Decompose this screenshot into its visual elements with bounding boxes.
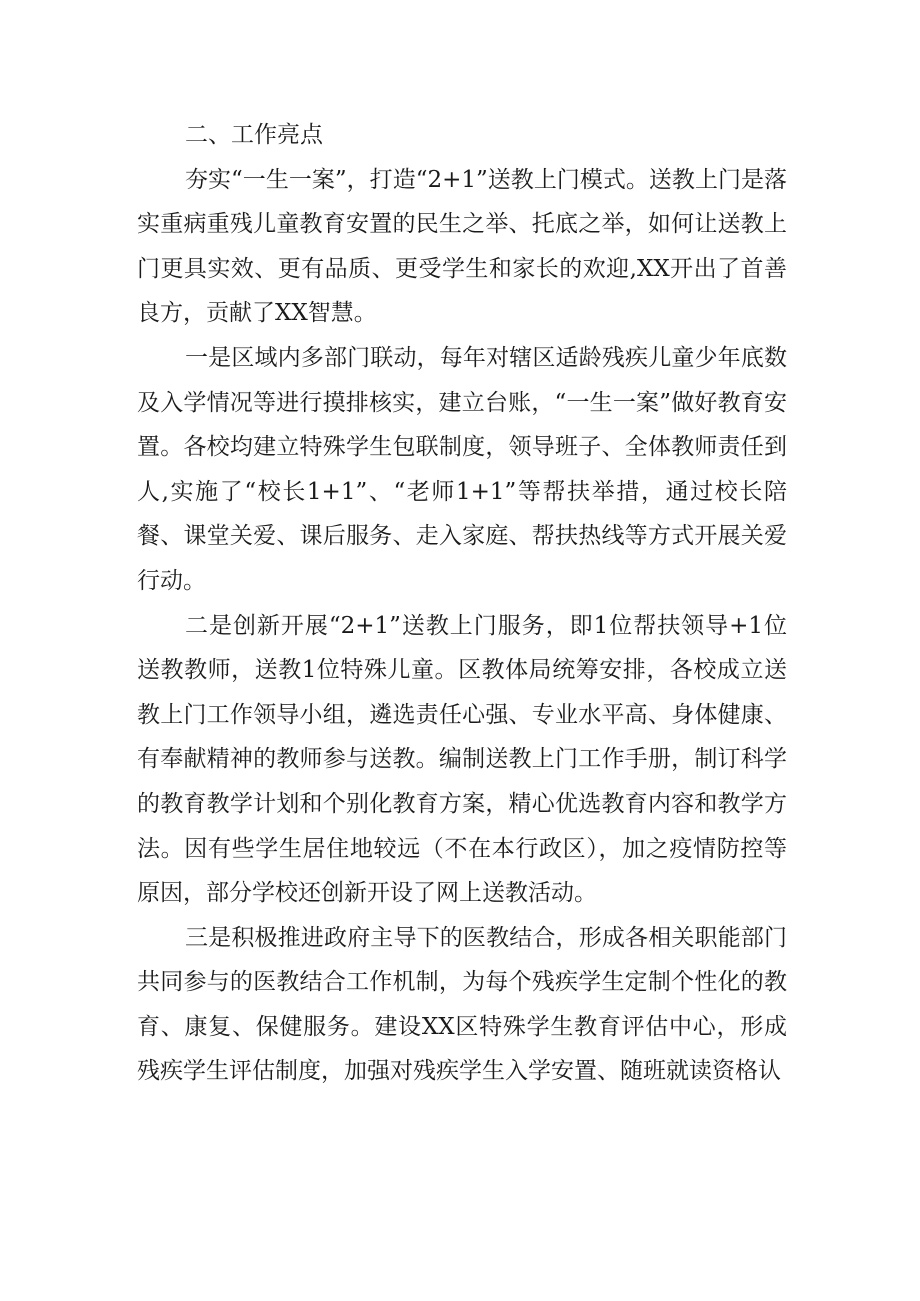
paragraph-home-teaching-service: 二是创新开展“2+1”送教上门服务，即1位帮扶领导+1位送教教师，送教1位特殊儿童。区教体局统筹安排，各校成立送教上门工作领导小组，遴选责任心强、专业水平高、身体健康、有奉献精神的教师参与送教。编制送教上门工作手册，制订科学的教育教学计划和个别化教育方案，精心优选教育内容和教学方法。因有些学生居住地较远（不在本行政区），加之疫情防控等原因，部分学校还创新开设了网上送教活动。	[137, 612, 787, 907]
document-body	[137, 113, 787, 1094]
section-heading: 二、工作亮点	[185, 122, 323, 148]
paragraph-medical-education: 三是积极推进政府主导下的医教结合，形成各相关职能部门共同参与的医教结合工作机制，为每个残疾学生定制个性化的教育、康复、保健服务。建设XX区特殊学生教育评估中心，形成残疾学生评估制度，加强对残疾学生入学安置、随班就读资格认	[137, 924, 787, 1085]
paragraph-multi-department: 一是区域内多部门联动，每年对辖区适龄残疾儿童少年底数及入学情况等进行摸排核实，建立台账，“一生一案”做好教育安置。各校均建立特殊学生包联制度，领导班子、全体教师责任到人,实施了“校长1+1”、“老师1+1”等帮扶举措，通过校长陪餐、课堂关爱、课后服务、走入家庭、帮扶热线等方式开展关爱行动。	[137, 344, 787, 594]
paragraph-highlight-intro: 夯实“一生一案”，打造“2+1”送教上门模式。送教上门是落实重病重残儿童教育安置的民生之举、托底之举，如何让送教上门更具实效、更有品质、更受学生和家长的欢迎,XX开出了首善良方，贡献了XX智慧。	[137, 166, 787, 327]
